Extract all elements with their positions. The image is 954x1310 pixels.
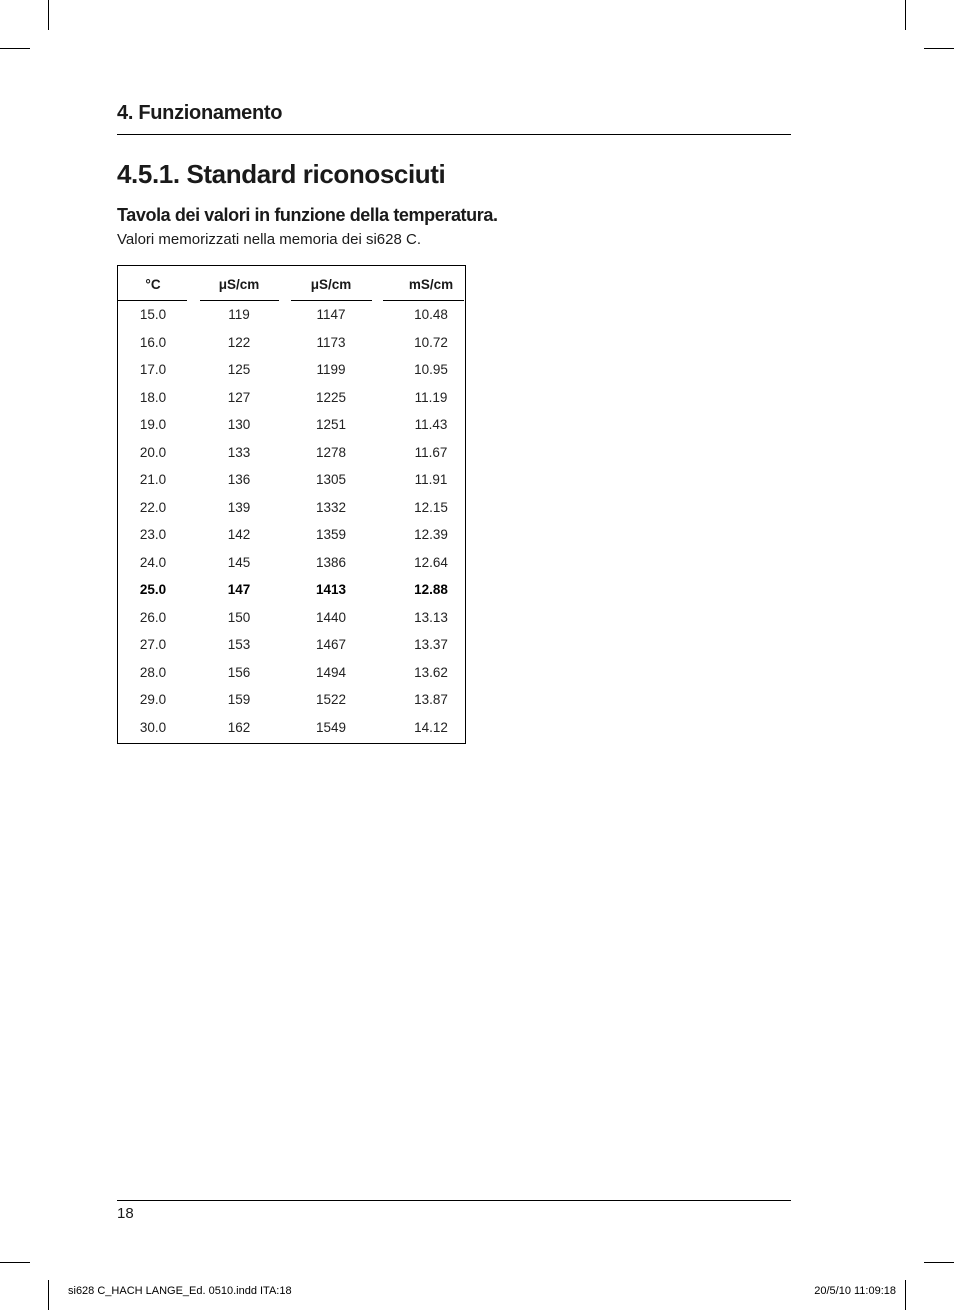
table-cell: 133 xyxy=(227,444,251,460)
table-row xyxy=(118,549,465,577)
table-cell: 127 xyxy=(227,389,251,405)
table-cell: 28.0 xyxy=(139,664,167,680)
table-cell: 1332 xyxy=(315,499,347,515)
header-rule xyxy=(117,134,791,135)
section-header: 4. Funzionamento xyxy=(117,102,283,124)
table-cell: 13.62 xyxy=(414,664,448,680)
table-cell: 18.0 xyxy=(139,389,167,405)
table-cell: 12.15 xyxy=(414,499,448,515)
footer-rule xyxy=(117,1200,791,1201)
table-cell: 21.0 xyxy=(139,472,167,487)
table-cell: 17.0 xyxy=(139,362,167,377)
crop-mark xyxy=(0,48,30,49)
table-cell: 159 xyxy=(227,692,251,707)
crop-mark xyxy=(905,1280,906,1310)
table-cell: 26.0 xyxy=(139,609,167,625)
table-row xyxy=(118,329,465,357)
table-cell: 11.43 xyxy=(414,417,448,432)
table-subtitle: Valori memorizzati nella memoria dei si628 C. xyxy=(117,231,421,248)
table-cell: 13.13 xyxy=(414,609,448,625)
table-cell: 139 xyxy=(227,499,251,515)
table-cell: 142 xyxy=(227,527,251,542)
table-title: Tavola dei valori in funzione della temperatura. xyxy=(117,205,498,225)
table-cell: 23.0 xyxy=(139,527,167,542)
table-cell: 15.0 xyxy=(139,307,167,322)
table-cell: 19.0 xyxy=(139,417,167,432)
table-cell: 1359 xyxy=(315,527,347,542)
table-cell: 30.0 xyxy=(139,719,167,735)
table-row xyxy=(118,384,465,412)
table-cell: 1251 xyxy=(315,417,347,432)
page-title: 4.5.1. Standard riconosciuti xyxy=(117,159,446,189)
page-number: 18 xyxy=(117,1205,134,1222)
table-cell: 147 xyxy=(227,582,251,597)
crop-mark xyxy=(48,1280,49,1310)
table-row xyxy=(118,466,465,494)
table-cell: 145 xyxy=(227,554,251,570)
table-row xyxy=(118,494,465,522)
table-cell: 1549 xyxy=(315,719,347,735)
table-cell: 22.0 xyxy=(139,499,167,515)
column-header-conductivity-high: mS/cm xyxy=(408,277,454,292)
table-row xyxy=(118,301,465,329)
column-header-conductivity-low: μS/cm xyxy=(218,277,260,292)
table-cell: 10.48 xyxy=(414,307,448,322)
table-cell: 10.95 xyxy=(414,362,448,377)
table-cell: 162 xyxy=(227,719,251,735)
table-cell: 156 xyxy=(227,664,251,680)
table-cell: 1278 xyxy=(315,444,347,460)
table-row xyxy=(118,659,465,687)
column-header-conductivity-mid: μS/cm xyxy=(310,277,352,292)
crop-mark xyxy=(924,1262,954,1263)
table-cell: 1440 xyxy=(315,609,347,625)
table-row xyxy=(118,411,465,439)
table-cell: 1386 xyxy=(315,554,347,570)
table-cell: 20.0 xyxy=(139,444,167,460)
table-cell: 11.19 xyxy=(414,389,448,405)
table-cell: 1305 xyxy=(315,472,347,487)
crop-mark xyxy=(0,1262,30,1263)
table-row xyxy=(118,604,465,632)
table-cell: 12.64 xyxy=(414,554,448,570)
table-row xyxy=(118,356,465,384)
table-cell: 13.87 xyxy=(414,692,448,707)
table-cell: 1467 xyxy=(315,637,347,652)
table-cell: 153 xyxy=(227,637,251,652)
table-row xyxy=(118,714,465,742)
crop-mark xyxy=(924,48,954,49)
table-cell: 1147 xyxy=(316,307,346,322)
table-cell: 1413 xyxy=(315,582,347,597)
table-cell: 11.67 xyxy=(414,444,448,460)
table-cell: 24.0 xyxy=(139,554,167,570)
table-cell: 1199 xyxy=(316,362,346,377)
table-cell: 14.12 xyxy=(414,719,448,735)
table-cell: 1225 xyxy=(315,389,347,405)
table-cell: 25.0 xyxy=(139,582,167,597)
print-slug-right: 20/5/10 11:09:18 xyxy=(814,1285,896,1297)
table-cell: 1494 xyxy=(315,664,347,680)
table-cell: 1173 xyxy=(316,334,346,350)
crop-mark xyxy=(905,0,906,30)
values-table xyxy=(117,265,466,744)
column-header-temperature: °C xyxy=(145,277,161,292)
table-cell: 1522 xyxy=(315,692,347,707)
table-cell: 11.91 xyxy=(414,472,448,487)
table-cell: 27.0 xyxy=(139,637,167,652)
table-cell: 16.0 xyxy=(139,334,167,350)
table-cell: 29.0 xyxy=(139,692,167,707)
table-cell: 136 xyxy=(227,472,251,487)
crop-mark xyxy=(48,0,49,30)
table-cell: 12.88 xyxy=(414,582,448,597)
table-row xyxy=(118,439,465,467)
table-row xyxy=(118,631,465,659)
table-cell: 12.39 xyxy=(414,527,448,542)
table-row xyxy=(118,576,465,604)
table-row xyxy=(118,686,465,714)
table-cell: 130 xyxy=(227,417,251,432)
print-slug-left: si628 C_HACH LANGE_Ed. 0510.indd ITA:18 xyxy=(68,1285,292,1297)
table-cell: 119 xyxy=(228,307,250,322)
table-cell: 150 xyxy=(227,609,251,625)
table-cell: 125 xyxy=(227,362,251,377)
table-cell: 13.37 xyxy=(414,637,448,652)
table-cell: 10.72 xyxy=(414,334,448,350)
table-cell: 122 xyxy=(227,334,251,350)
table-row xyxy=(118,521,465,549)
